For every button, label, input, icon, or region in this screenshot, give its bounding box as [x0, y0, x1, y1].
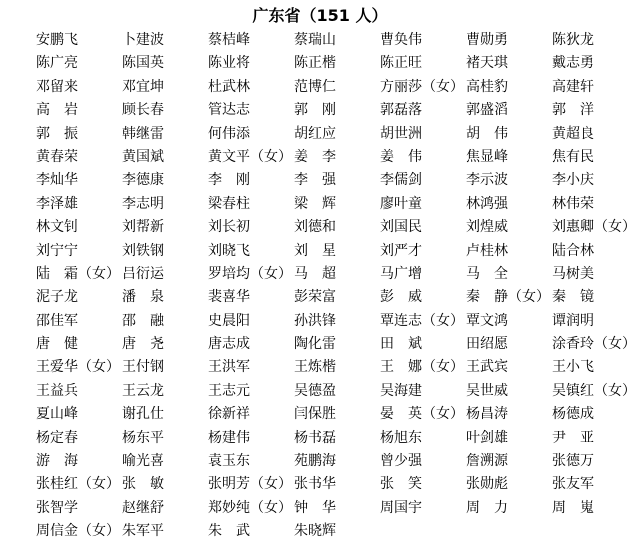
name-entry: 朱晓辉 [294, 523, 336, 540]
name-entry: 王洪军 [208, 359, 250, 376]
name-entry: 杨旭东 [380, 429, 422, 446]
name-entry: 曹勋勇 [466, 32, 508, 48]
name-entry: 覃文鸿 [466, 312, 508, 329]
name-entry: 蔡瑞山 [294, 32, 336, 48]
name-entry: 黄国斌 [122, 148, 164, 165]
name-entry: 胡红应 [294, 125, 336, 142]
name-entry: 谢孔仕 [122, 406, 164, 423]
name-entry: 刘惠卿（女） [552, 219, 636, 236]
name-entry: 王 娜（女） [380, 359, 464, 376]
name-entry: 胡世洲 [380, 125, 422, 142]
name-entry: 曹奂伟 [380, 32, 422, 48]
name-entry: 刘长初 [208, 219, 250, 236]
name-entry: 田绍愿 [466, 336, 508, 353]
name-entry: 唐志成 [208, 336, 250, 353]
name-entry: 尹 亚 [552, 429, 594, 446]
name-entry: 何伟添 [208, 125, 250, 142]
name-entry: 郭 洋 [552, 102, 594, 119]
name-entry: 覃连志（女） [380, 312, 464, 329]
name-entry: 王志元 [208, 382, 250, 399]
name-entry: 张德万 [552, 453, 594, 470]
name-entry: 秦 静（女） [466, 289, 550, 306]
name-entry: 管达志 [208, 102, 250, 119]
name-entry: 戴志勇 [552, 55, 594, 72]
name-entry: 杨书磊 [294, 429, 336, 446]
name-entry: 李志明 [122, 195, 164, 212]
name-entry: 张友军 [552, 476, 594, 493]
name-entry: 朱军平 [122, 523, 164, 540]
name-entry: 杨东平 [122, 429, 164, 446]
name-entry: 李 强 [294, 172, 336, 189]
name-entry: 周 力 [466, 499, 508, 516]
name-entry: 泥子龙 [36, 289, 78, 306]
name-entry: 方丽莎（女） [380, 78, 464, 95]
name-entry: 吴海建 [380, 382, 422, 399]
name-entry: 高 岩 [36, 102, 78, 119]
name-entry: 黄文平（女） [208, 148, 292, 165]
name-entry: 杨建伟 [208, 429, 250, 446]
name-entry: 罗培均（女） [208, 265, 292, 282]
name-entry: 陈广亮 [36, 55, 78, 72]
name-entry: 陆合林 [552, 242, 594, 259]
name-entry: 徐新祥 [208, 406, 250, 423]
name-entry: 马树美 [552, 265, 594, 282]
name-entry: 李示波 [466, 172, 508, 189]
name-entry: 张桂红（女） [36, 476, 120, 493]
name-entry: 姜 李 [294, 148, 336, 165]
name-entry: 邵佳军 [36, 312, 78, 329]
name-entry: 胡 伟 [466, 125, 508, 142]
name-entry: 黄春荣 [36, 148, 78, 165]
name-entry: 陈狄龙 [552, 32, 594, 48]
name-entry: 陈正楷 [294, 55, 336, 72]
name-entry: 刘煌威 [466, 219, 508, 236]
name-entry: 史晨阳 [208, 312, 250, 329]
name-entry: 刘晓飞 [208, 242, 250, 259]
name-entry: 王爱华（女） [36, 359, 120, 376]
name-entry: 李德康 [122, 172, 164, 189]
name-entry: 刘铁钢 [122, 242, 164, 259]
name-entry: 张 敏 [122, 476, 164, 493]
name-entry: 唐 健 [36, 336, 78, 353]
name-entry: 喻光喜 [122, 453, 164, 470]
name-entry: 李儒剑 [380, 172, 422, 189]
name-entry: 范博仁 [294, 78, 336, 95]
name-entry: 潘 泉 [122, 289, 164, 306]
name-entry: 王小飞 [552, 359, 594, 376]
name-entry: 陆 霜（女） [36, 265, 120, 282]
name-entry: 刘国民 [380, 219, 422, 236]
name-entry: 张 笑 [380, 476, 422, 493]
name-entry: 涂香玲（女） [552, 336, 636, 353]
name-entry: 张勋彪 [466, 476, 508, 493]
name-entry: 郭 刚 [294, 102, 336, 119]
name-entry: 谭润明 [552, 312, 594, 329]
name-entry: 王武宾 [466, 359, 508, 376]
name-entry: 陈国英 [122, 55, 164, 72]
name-entry: 詹溯源 [466, 453, 508, 470]
name-entry: 黄超良 [552, 125, 594, 142]
name-entry: 褚天琪 [466, 55, 508, 72]
name-entry: 郑妙纯（女） [208, 499, 292, 516]
name-entry: 彭荣富 [294, 289, 336, 306]
name-entry: 刘德和 [294, 219, 336, 236]
name-entry: 刘宁宁 [36, 242, 78, 259]
name-entry: 梁 辉 [294, 195, 336, 212]
name-entry: 刘严才 [380, 242, 422, 259]
name-entry: 游 海 [36, 453, 78, 470]
name-entry: 王云龙 [122, 382, 164, 399]
name-entry: 高建轩 [552, 78, 594, 95]
name-entry: 王付钢 [122, 359, 164, 376]
name-entry: 杜武林 [208, 78, 250, 95]
name-entry: 晏 英（女） [380, 406, 464, 423]
name-entry: 夏山峰 [36, 406, 78, 423]
name-entry: 张智学 [36, 499, 78, 516]
name-entry: 梁春柱 [208, 195, 250, 212]
name-entry: 吕衍运 [122, 265, 164, 282]
name-entry: 周国宇 [380, 499, 422, 516]
name-entry: 李灿华 [36, 172, 78, 189]
name-entry: 郭 振 [36, 125, 78, 142]
name-entry: 廖叶童 [380, 195, 422, 212]
name-entry: 刘 星 [294, 242, 336, 259]
name-entry: 王炼楷 [294, 359, 336, 376]
name-entry: 姜 伟 [380, 148, 422, 165]
name-entry: 刘帮新 [122, 219, 164, 236]
name-entry: 高桂豹 [466, 78, 508, 95]
name-entry: 陶化雷 [294, 336, 336, 353]
name-entry: 朱 武 [208, 523, 250, 540]
name-entry: 吴镇红（女） [552, 382, 636, 399]
name-entry: 陈业将 [208, 55, 250, 72]
name-entry: 彭 威 [380, 289, 422, 306]
name-entry: 叶剑雄 [466, 429, 508, 446]
name-entry: 孙洪锋 [294, 312, 336, 329]
name-entry: 苑鹏海 [294, 453, 336, 470]
name-entry: 焦显峰 [466, 148, 508, 165]
page-title: 广东省（151 人） [252, 6, 388, 25]
name-entry: 马 全 [466, 265, 508, 282]
name-entry: 邵 融 [122, 312, 164, 329]
name-entry: 郭盛滔 [466, 102, 508, 119]
name-entry: 卢桂林 [466, 242, 508, 259]
name-entry: 闫保胜 [294, 406, 336, 423]
name-entry: 赵继舒 [122, 499, 164, 516]
name-entry: 杨昌涛 [466, 406, 508, 423]
name-entry: 周 嵬 [552, 499, 594, 516]
name-entry: 裴喜华 [208, 289, 250, 306]
name-entry: 曾少强 [380, 453, 422, 470]
name-entry: 张书华 [294, 476, 336, 493]
name-entry: 吴德盈 [294, 382, 336, 399]
name-entry: 李泽雄 [36, 195, 78, 212]
name-entry: 林文钊 [36, 219, 78, 236]
name-entry: 邓宜坤 [122, 78, 164, 95]
name-entry: 吴世威 [466, 382, 508, 399]
name-entry: 张明芳（女） [208, 476, 292, 493]
name-entry: 卜建波 [122, 32, 164, 48]
name-entry: 郭磊落 [380, 102, 422, 119]
name-entry: 韩继雷 [122, 125, 164, 142]
name-entry: 邓留来 [36, 78, 78, 95]
name-entry: 秦 镜 [552, 289, 594, 306]
name-entry: 陈正旺 [380, 55, 422, 72]
name-entry: 唐 尧 [122, 336, 164, 353]
name-entry: 马广增 [380, 265, 422, 282]
name-entry: 李小庆 [552, 172, 594, 189]
name-entry: 田 斌 [380, 336, 422, 353]
name-entry: 钟 华 [294, 499, 336, 516]
name-entry: 李 刚 [208, 172, 250, 189]
names-grid [36, 29, 638, 544]
name-entry: 袁玉东 [208, 453, 250, 470]
name-entry: 林鸿强 [466, 195, 508, 212]
name-entry: 蔡桔峰 [208, 32, 250, 48]
name-entry: 杨定春 [36, 429, 78, 446]
name-entry: 焦有民 [552, 148, 594, 165]
name-entry: 王益兵 [36, 382, 78, 399]
name-entry: 顾长春 [122, 102, 164, 119]
name-entry: 安鹏飞 [36, 32, 78, 48]
name-entry: 杨德成 [552, 406, 594, 423]
name-entry: 马 超 [294, 265, 336, 282]
name-entry: 周信金（女） [36, 523, 120, 540]
name-entry: 林伟荣 [552, 195, 594, 212]
